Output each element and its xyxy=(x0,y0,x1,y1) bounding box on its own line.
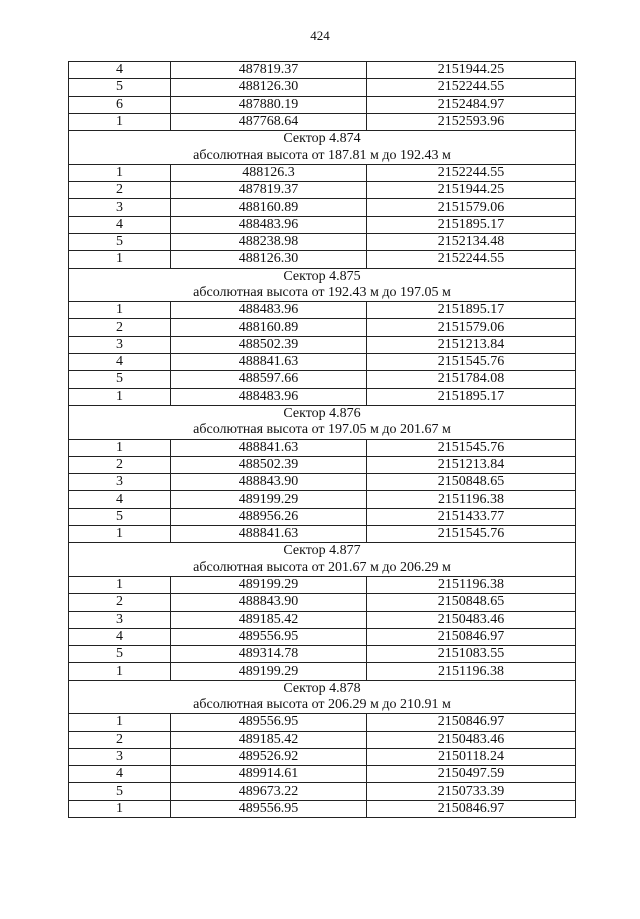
x-coordinate-cell: 487768.64 xyxy=(171,113,367,130)
table-row xyxy=(69,336,576,353)
table-row xyxy=(69,199,576,216)
table-row xyxy=(69,62,576,79)
x-coordinate-cell: 488956.26 xyxy=(171,508,367,525)
x-coordinate-cell: 488160.89 xyxy=(171,199,367,216)
x-coordinate-cell: 488126.30 xyxy=(171,79,367,96)
table-row xyxy=(69,576,576,593)
x-coordinate-cell: 488483.96 xyxy=(171,302,367,319)
table-row xyxy=(69,508,576,525)
table-row xyxy=(69,474,576,491)
table-row xyxy=(69,766,576,783)
y-coordinate-cell: 2151083.55 xyxy=(367,646,576,663)
point-number-cell: 5 xyxy=(69,371,171,388)
x-coordinate-cell: 488841.63 xyxy=(171,354,367,371)
coordinates-table-body xyxy=(69,62,576,818)
point-number-cell: 4 xyxy=(69,766,171,783)
y-coordinate-cell: 2150483.46 xyxy=(367,731,576,748)
table-row xyxy=(69,628,576,645)
table-row xyxy=(69,388,576,405)
point-number-cell: 5 xyxy=(69,79,171,96)
x-coordinate-cell: 488502.39 xyxy=(171,336,367,353)
table-row xyxy=(69,233,576,250)
point-number-cell: 1 xyxy=(69,663,171,680)
table-row xyxy=(69,663,576,680)
point-number-cell: 5 xyxy=(69,646,171,663)
table-row xyxy=(69,456,576,473)
point-number-cell: 5 xyxy=(69,783,171,800)
x-coordinate-cell: 489314.78 xyxy=(171,646,367,663)
y-coordinate-cell: 2151895.17 xyxy=(367,216,576,233)
point-number-cell: 5 xyxy=(69,508,171,525)
y-coordinate-cell: 2151579.06 xyxy=(367,199,576,216)
y-coordinate-cell: 2150848.65 xyxy=(367,594,576,611)
y-coordinate-cell: 2150848.65 xyxy=(367,474,576,491)
y-coordinate-cell: 2150846.97 xyxy=(367,800,576,817)
table-row xyxy=(69,800,576,817)
point-number-cell: 1 xyxy=(69,439,171,456)
point-number-cell: 4 xyxy=(69,628,171,645)
point-number-cell: 1 xyxy=(69,526,171,543)
x-coordinate-cell: 489914.61 xyxy=(171,766,367,783)
y-coordinate-cell: 2150733.39 xyxy=(367,783,576,800)
y-coordinate-cell: 2151433.77 xyxy=(367,508,576,525)
point-number-cell: 1 xyxy=(69,302,171,319)
x-coordinate-cell: 489556.95 xyxy=(171,628,367,645)
y-coordinate-cell: 2152134.48 xyxy=(367,233,576,250)
point-number-cell: 1 xyxy=(69,388,171,405)
point-number-cell: 4 xyxy=(69,216,171,233)
point-number-cell: 2 xyxy=(69,594,171,611)
table-row xyxy=(69,783,576,800)
point-number-cell: 2 xyxy=(69,456,171,473)
y-coordinate-cell: 2151213.84 xyxy=(367,456,576,473)
point-number-cell: 1 xyxy=(69,164,171,181)
table-row xyxy=(69,79,576,96)
sector-altitude-row xyxy=(69,422,576,439)
page-number: 424 xyxy=(310,28,330,43)
x-coordinate-cell: 488502.39 xyxy=(171,456,367,473)
table-row xyxy=(69,646,576,663)
x-coordinate-cell: 489199.29 xyxy=(171,663,367,680)
x-coordinate-cell: 488160.89 xyxy=(171,319,367,336)
sector-altitude: абсолютная высота от 192.43 м до 197.05 м xyxy=(69,285,576,302)
x-coordinate-cell: 489199.29 xyxy=(171,576,367,593)
x-coordinate-cell: 488126.30 xyxy=(171,251,367,268)
point-number-cell: 3 xyxy=(69,199,171,216)
y-coordinate-cell: 2150497.59 xyxy=(367,766,576,783)
x-coordinate-cell: 488841.63 xyxy=(171,526,367,543)
table-row xyxy=(69,594,576,611)
y-coordinate-cell: 2151895.17 xyxy=(367,388,576,405)
point-number-cell: 6 xyxy=(69,96,171,113)
point-number-cell: 4 xyxy=(69,491,171,508)
y-coordinate-cell: 2151784.08 xyxy=(367,371,576,388)
x-coordinate-cell: 489556.95 xyxy=(171,800,367,817)
y-coordinate-cell: 2151213.84 xyxy=(367,336,576,353)
y-coordinate-cell: 2151944.25 xyxy=(367,62,576,79)
sector-title-row xyxy=(69,405,576,422)
y-coordinate-cell: 2151579.06 xyxy=(367,319,576,336)
x-coordinate-cell: 489185.42 xyxy=(171,731,367,748)
point-number-cell: 3 xyxy=(69,336,171,353)
table-row xyxy=(69,731,576,748)
sector-altitude-row xyxy=(69,147,576,164)
table-row xyxy=(69,251,576,268)
point-number-cell: 4 xyxy=(69,354,171,371)
y-coordinate-cell: 2150846.97 xyxy=(367,714,576,731)
x-coordinate-cell: 488238.98 xyxy=(171,233,367,250)
x-coordinate-cell: 488126.3 xyxy=(171,164,367,181)
sector-title: Сектор 4.875 xyxy=(69,268,576,285)
sector-title-row xyxy=(69,268,576,285)
x-coordinate-cell: 488483.96 xyxy=(171,216,367,233)
sector-altitude: абсолютная высота от 197.05 м до 201.67 м xyxy=(69,422,576,439)
y-coordinate-cell: 2150846.97 xyxy=(367,628,576,645)
y-coordinate-cell: 2151944.25 xyxy=(367,182,576,199)
point-number-cell: 1 xyxy=(69,800,171,817)
x-coordinate-cell: 487819.37 xyxy=(171,182,367,199)
table-row xyxy=(69,216,576,233)
table-row xyxy=(69,182,576,199)
x-coordinate-cell: 489556.95 xyxy=(171,714,367,731)
table-row xyxy=(69,96,576,113)
y-coordinate-cell: 2151545.76 xyxy=(367,439,576,456)
sector-altitude: абсолютная высота от 206.29 м до 210.91 м xyxy=(69,697,576,714)
x-coordinate-cell: 489673.22 xyxy=(171,783,367,800)
table-row xyxy=(69,302,576,319)
point-number-cell: 4 xyxy=(69,62,171,79)
x-coordinate-cell: 487819.37 xyxy=(171,62,367,79)
sector-title: Сектор 4.874 xyxy=(69,131,576,148)
y-coordinate-cell: 2151895.17 xyxy=(367,302,576,319)
point-number-cell: 3 xyxy=(69,748,171,765)
y-coordinate-cell: 2152593.96 xyxy=(367,113,576,130)
sector-altitude: абсолютная высота от 201.67 м до 206.29 м xyxy=(69,560,576,577)
y-coordinate-cell: 2151196.38 xyxy=(367,576,576,593)
point-number-cell: 3 xyxy=(69,474,171,491)
sector-altitude-row xyxy=(69,697,576,714)
y-coordinate-cell: 2152244.55 xyxy=(367,251,576,268)
point-number-cell: 2 xyxy=(69,731,171,748)
point-number-cell: 1 xyxy=(69,576,171,593)
sector-altitude: абсолютная высота от 187.81 м до 192.43 м xyxy=(69,147,576,164)
y-coordinate-cell: 2152244.55 xyxy=(367,79,576,96)
table-row xyxy=(69,714,576,731)
y-coordinate-cell: 2151545.76 xyxy=(367,354,576,371)
y-coordinate-cell: 2152244.55 xyxy=(367,164,576,181)
x-coordinate-cell: 488843.90 xyxy=(171,594,367,611)
x-coordinate-cell: 489185.42 xyxy=(171,611,367,628)
sector-altitude-row xyxy=(69,560,576,577)
y-coordinate-cell: 2151196.38 xyxy=(367,491,576,508)
table-row xyxy=(69,526,576,543)
point-number-cell: 2 xyxy=(69,319,171,336)
x-coordinate-cell: 488841.63 xyxy=(171,439,367,456)
sector-title-row xyxy=(69,680,576,697)
sector-title: Сектор 4.877 xyxy=(69,543,576,560)
sector-title-row xyxy=(69,543,576,560)
point-number-cell: 1 xyxy=(69,714,171,731)
point-number-cell: 1 xyxy=(69,113,171,130)
y-coordinate-cell: 2151196.38 xyxy=(367,663,576,680)
table-row xyxy=(69,439,576,456)
table-row xyxy=(69,611,576,628)
table-row xyxy=(69,354,576,371)
table-row xyxy=(69,748,576,765)
point-number-cell: 1 xyxy=(69,251,171,268)
sector-title: Сектор 4.878 xyxy=(69,680,576,697)
point-number-cell: 5 xyxy=(69,233,171,250)
x-coordinate-cell: 489526.92 xyxy=(171,748,367,765)
x-coordinate-cell: 488843.90 xyxy=(171,474,367,491)
x-coordinate-cell: 488483.96 xyxy=(171,388,367,405)
table-row xyxy=(69,319,576,336)
table-row xyxy=(69,113,576,130)
x-coordinate-cell: 488597.66 xyxy=(171,371,367,388)
table-row xyxy=(69,371,576,388)
y-coordinate-cell: 2152484.97 xyxy=(367,96,576,113)
y-coordinate-cell: 2150483.46 xyxy=(367,611,576,628)
table-row xyxy=(69,164,576,181)
point-number-cell: 2 xyxy=(69,182,171,199)
point-number-cell: 3 xyxy=(69,611,171,628)
sector-title: Сектор 4.876 xyxy=(69,405,576,422)
table-row xyxy=(69,491,576,508)
sector-title-row xyxy=(69,131,576,148)
x-coordinate-cell: 487880.19 xyxy=(171,96,367,113)
x-coordinate-cell: 489199.29 xyxy=(171,491,367,508)
sector-altitude-row xyxy=(69,285,576,302)
coordinates-table xyxy=(68,61,576,818)
y-coordinate-cell: 2150118.24 xyxy=(367,748,576,765)
y-coordinate-cell: 2151545.76 xyxy=(367,526,576,543)
